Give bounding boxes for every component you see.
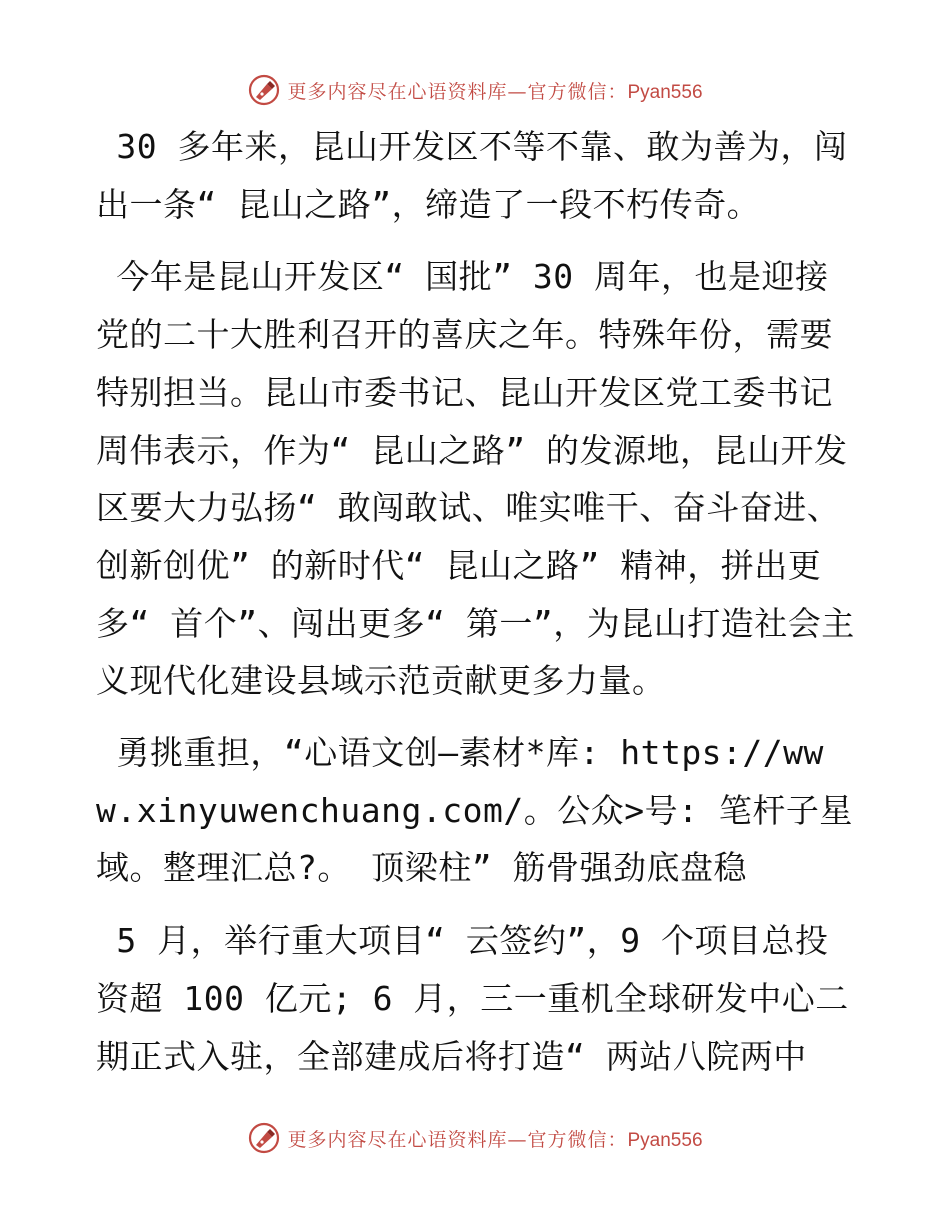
paragraph-4: 5 月，举行重大项目“ 云签约”，9 个项目总投资超 100 亿元; 6 月，三一重机全球研发中心二期正式入驻，全部建成后将打造“ 两站八院两中 (96, 921, 849, 1076)
pen-nib-logo-icon (247, 73, 281, 107)
footer-banner-text: 更多内容尽在心语资料库—官方微信：Pyan556 (287, 1128, 703, 1151)
header-banner-text: 更多内容尽在心语资料库—官方微信：Pyan556 (287, 80, 703, 103)
header-banner (0, 70, 950, 110)
footer-banner (0, 1118, 950, 1158)
paragraph-1: 30 多年来，昆山开发区不等不靠、敢为善为，闯出一条“ 昆山之路”，缔造了一段不朽传奇。 (96, 127, 848, 224)
header-wechat-id: Pyan556 (627, 81, 703, 103)
article-body (96, 118, 856, 1097)
paragraph-3: 勇挑重担，“心语文创—素材*库: https://www.xinyuwenchuang.com/。公众>号: 笔杆子星域。整理汇总?。 顶梁柱” 筋骨强劲底盘稳 (96, 733, 853, 888)
pen-nib-logo-icon (247, 1121, 281, 1155)
footer-wechat-id: Pyan556 (627, 1129, 703, 1151)
paragraph-2: 今年是昆山开发区“ 国批” 30 周年，也是迎接党的二十大胜利召开的喜庆之年。特殊年份，需要特别担当。昆山市委书记、昆山开发区党工委书记周伟表示，作为“ 昆山之路” 的发源地，昆山开发区要大力弘扬“ 敢闯敢试、唯实唯干、奋斗奋进、创新创优” 的新时代“ 昆山之路” 精神，拼出更多“ 首个”、闯出更多“ 第一”，为昆山打造社会主义现代化建设县域示范贡献更多力量。 (96, 257, 855, 701)
